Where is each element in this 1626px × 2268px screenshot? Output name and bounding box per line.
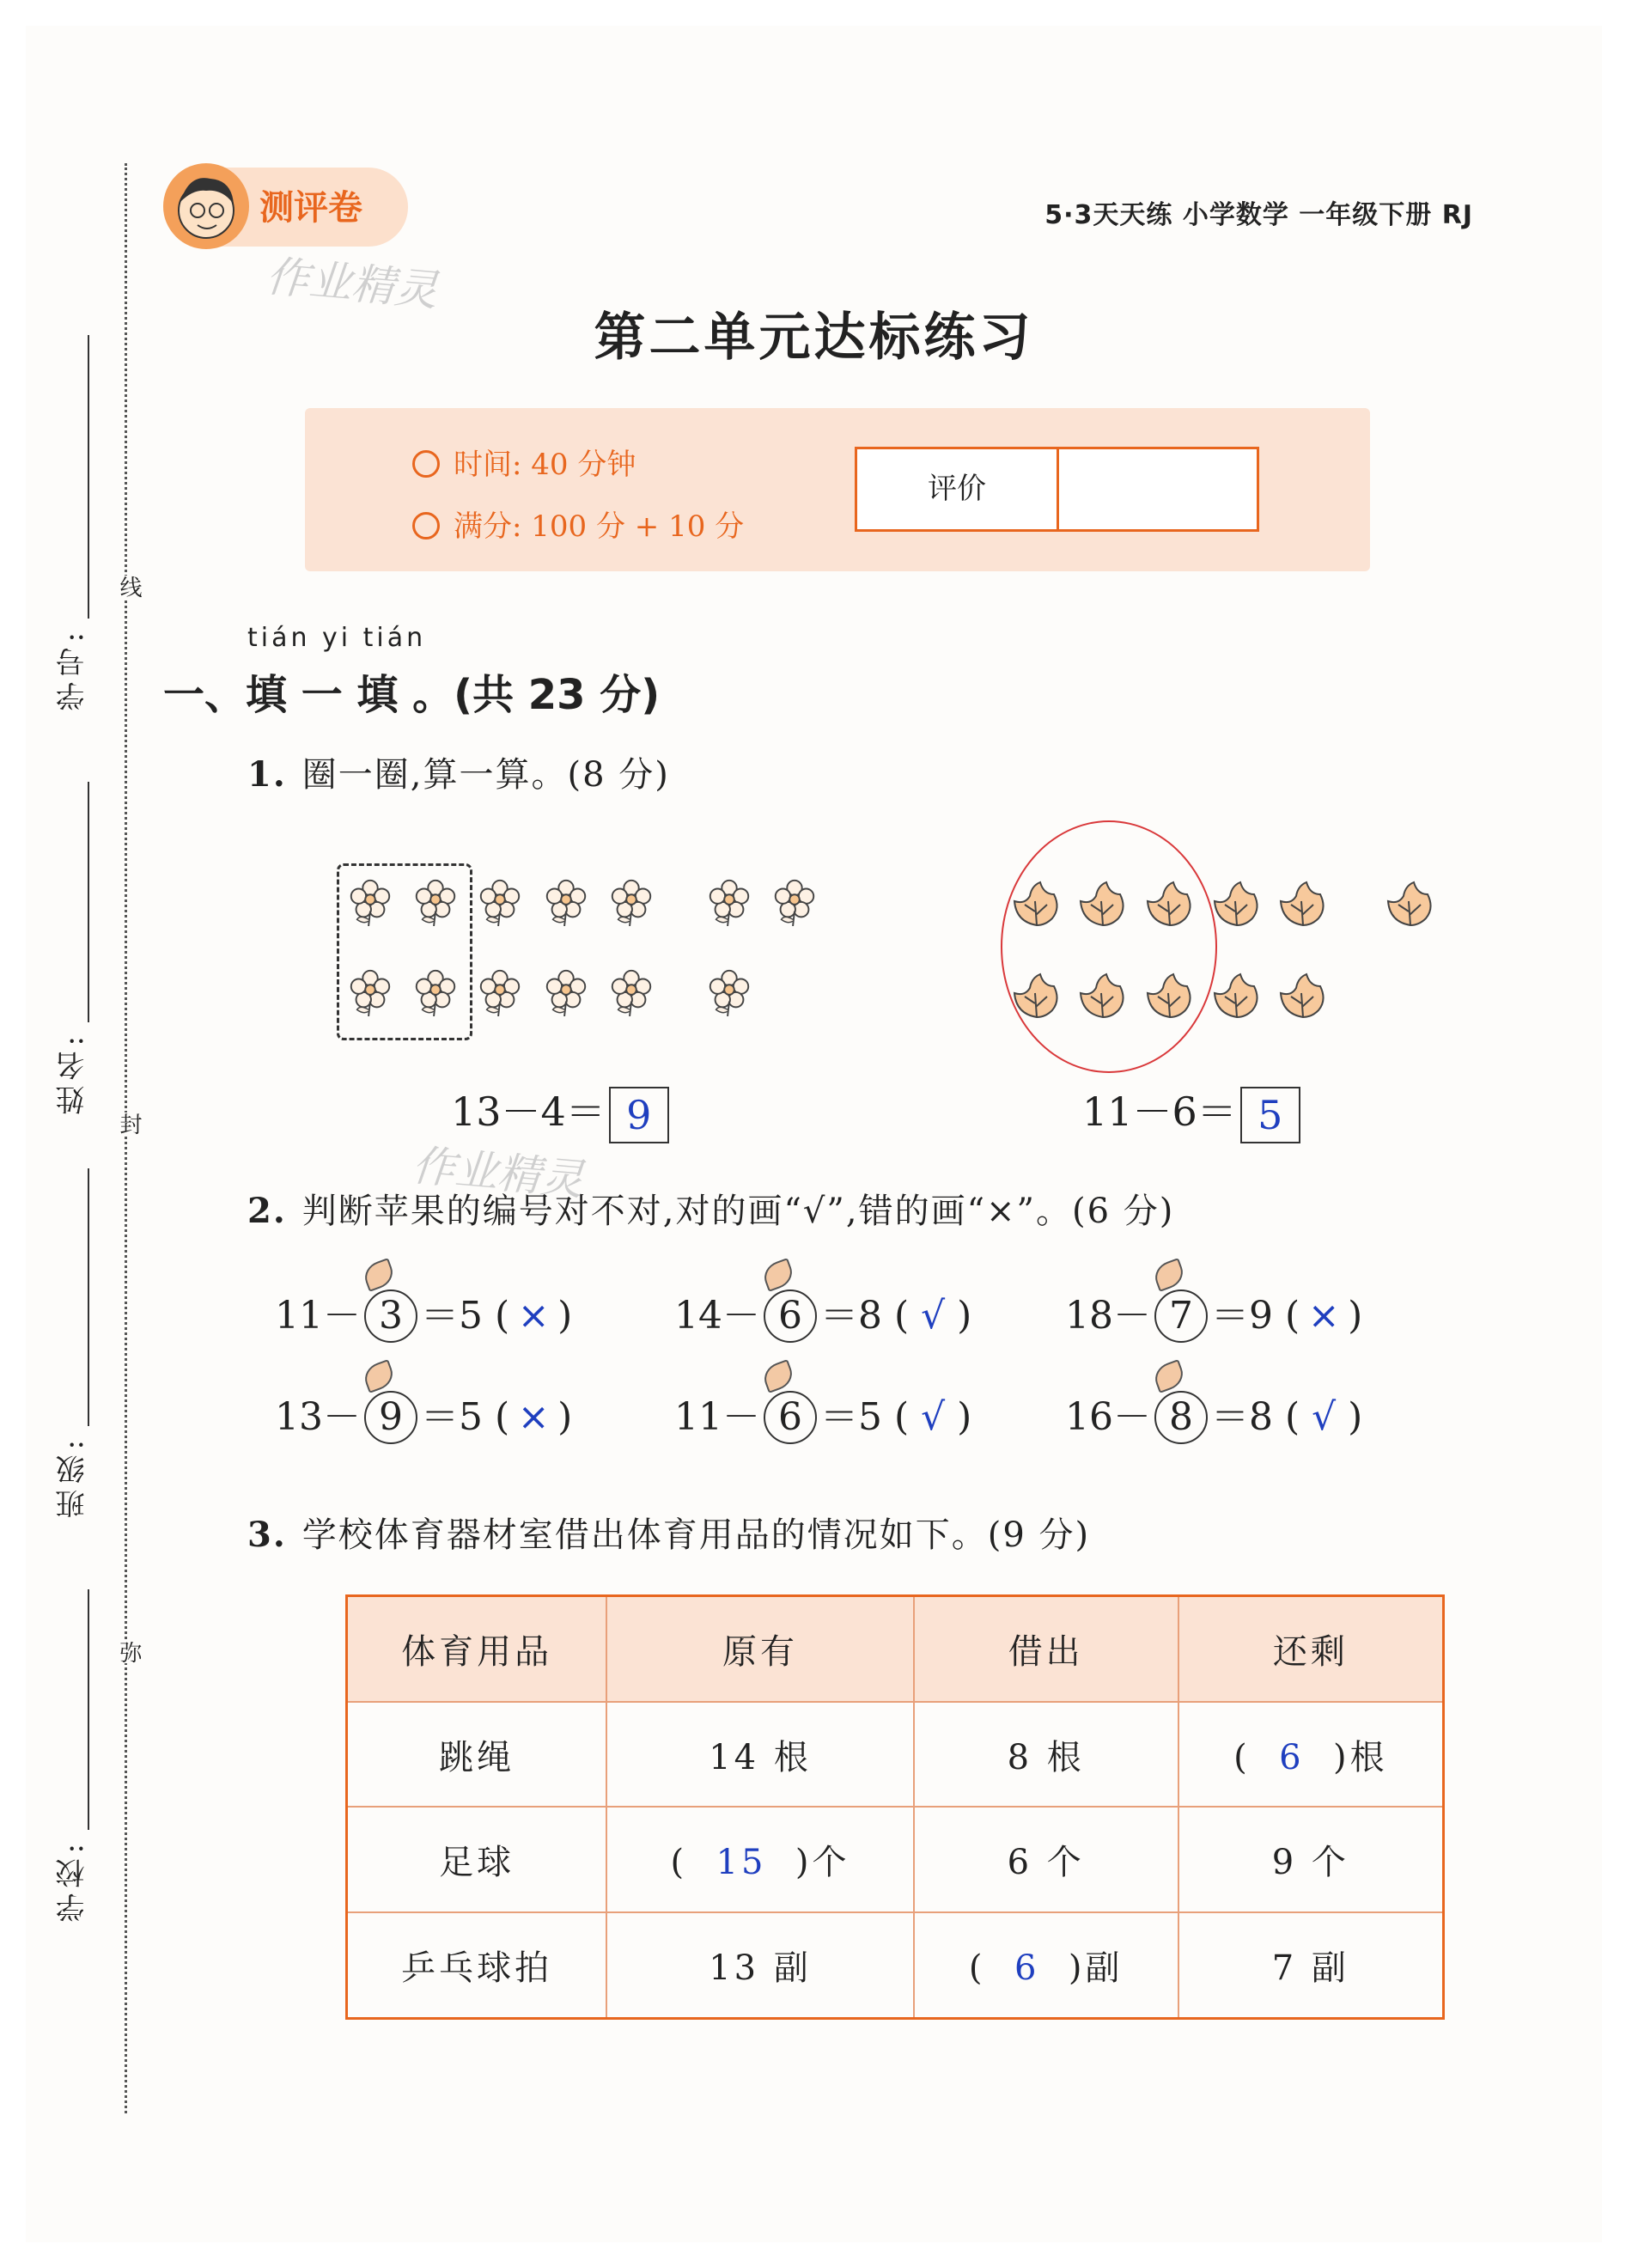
question-1 xyxy=(247,747,670,796)
flower-icon xyxy=(606,876,656,926)
cut-word-fold: 弥 xyxy=(113,1641,145,1663)
header-cell: 体育用品 xyxy=(347,1596,607,1703)
equation-left xyxy=(451,1081,669,1143)
answer-blank[interactable]: 6 xyxy=(1279,1737,1305,1777)
cut-word-seal: 封 xyxy=(113,1113,145,1135)
apple-equation xyxy=(1065,1284,1362,1343)
result: ＝5 ( xyxy=(421,1294,510,1338)
judgment-mark[interactable]: √ xyxy=(921,1294,946,1338)
flower-icon xyxy=(770,876,819,926)
left-cell: 7 副 xyxy=(1178,1912,1444,2019)
result: ＝9 ( xyxy=(1211,1294,1300,1338)
question-number: 3. xyxy=(247,1515,287,1555)
lent-cell: 8 根 xyxy=(914,1702,1178,1807)
item-cell: 足球 xyxy=(347,1807,607,1911)
paren: ) xyxy=(957,1395,972,1439)
minuend: 18－ xyxy=(1065,1294,1151,1338)
table-row xyxy=(347,1807,1444,1911)
header-cell: 还剩 xyxy=(1178,1596,1444,1703)
minuend: 13－ xyxy=(275,1395,361,1439)
paren: ( xyxy=(1233,1737,1251,1777)
evaluation-label: 评价 xyxy=(857,449,1059,529)
item-cell: 跳绳 xyxy=(347,1702,607,1807)
unit: )副 xyxy=(1068,1948,1124,1988)
apple-equation xyxy=(674,1284,971,1343)
result: ＝5 ( xyxy=(820,1395,910,1439)
question-text: 圈一圈,算一算。(8 分) xyxy=(301,755,670,795)
judgment-mark[interactable]: × xyxy=(517,1294,550,1338)
badge-label: 测评卷 xyxy=(259,188,362,228)
leaf-icon xyxy=(1276,971,1331,1021)
result: ＝5 ( xyxy=(421,1395,510,1439)
result: ＝8 ( xyxy=(1211,1395,1300,1439)
table-header-row xyxy=(347,1596,1444,1703)
minuend: 11－ xyxy=(275,1294,361,1338)
field-underline xyxy=(88,1589,89,1830)
watermark: 作业精灵 xyxy=(264,251,440,316)
apple-number: 7 xyxy=(1154,1289,1208,1343)
header-cell: 借出 xyxy=(914,1596,1178,1703)
question-text: 学校体育器材室借出体育用品的情况如下。(9 分) xyxy=(301,1515,1091,1555)
paren: ) xyxy=(957,1294,972,1338)
paren: ( xyxy=(968,1948,986,1988)
have-cell: 13 副 xyxy=(606,1912,913,2019)
time-info xyxy=(412,441,636,483)
clock-icon xyxy=(412,450,440,478)
judgment-mark[interactable]: × xyxy=(517,1395,550,1439)
series-info: 5·3天天练 小学数学 一年级下册 RJ xyxy=(1044,200,1473,230)
apple-number: 9 xyxy=(364,1391,417,1444)
mascot-icon xyxy=(163,163,249,249)
field-underline xyxy=(88,1168,89,1426)
minuend: 14－ xyxy=(674,1294,760,1338)
result: ＝8 ( xyxy=(820,1294,910,1338)
watermark: 作业精灵 xyxy=(410,1140,586,1205)
question-number: 1. xyxy=(247,754,287,795)
question-2 xyxy=(247,1184,1174,1233)
leaf-icon xyxy=(1383,879,1438,929)
worksheet-page xyxy=(26,26,1602,2242)
lent-cell: 6 个 xyxy=(914,1807,1178,1911)
question-text: 判断苹果的编号对不对,对的画“√”,错的画“×”。(6 分) xyxy=(301,1192,1175,1231)
minuend: 11－ xyxy=(674,1395,760,1439)
page-title: 第二单元达标练习 xyxy=(594,308,1034,368)
evaluation-box xyxy=(855,447,1259,532)
have-cell: 14 根 xyxy=(606,1702,913,1807)
leaf-icon xyxy=(1209,879,1264,929)
apple-number: 6 xyxy=(764,1391,817,1444)
judgment-mark[interactable]: √ xyxy=(1312,1395,1337,1439)
flower-icon xyxy=(475,966,525,1016)
left-cell xyxy=(1178,1702,1444,1807)
flower-icon xyxy=(541,966,591,1016)
name-label: 姓名: xyxy=(56,1031,90,1115)
apple-number: 8 xyxy=(1154,1391,1208,1444)
table-row xyxy=(347,1912,1444,2019)
lent-cell xyxy=(914,1912,1178,2019)
leaf-icon xyxy=(1276,879,1331,929)
answer-blank[interactable]: 15 xyxy=(716,1843,767,1883)
item-cell: 乒乓球拍 xyxy=(347,1912,607,2019)
flower-icon xyxy=(704,876,754,926)
section-title: 一、填 一 填 。(共 23 分) xyxy=(163,671,661,719)
question-3 xyxy=(247,1508,1090,1557)
check-circle-icon xyxy=(412,512,440,540)
flower-icon xyxy=(541,876,591,926)
exam-info-box xyxy=(305,408,1370,571)
have-cell xyxy=(606,1807,913,1911)
answer-box[interactable]: 9 xyxy=(609,1087,669,1143)
field-underline xyxy=(88,782,89,1022)
paren: ) xyxy=(557,1395,573,1439)
circled-leaves xyxy=(1001,820,1217,1073)
unit: )根 xyxy=(1333,1737,1388,1777)
flower-icon xyxy=(606,966,656,1016)
paren: ) xyxy=(1348,1294,1363,1338)
apple-number: 6 xyxy=(764,1289,817,1343)
apple-equation xyxy=(1065,1386,1362,1444)
paren: ) xyxy=(1348,1395,1363,1439)
flower-icon xyxy=(704,966,754,1016)
equation-text: 11－6＝ xyxy=(1082,1088,1237,1135)
circled-flowers xyxy=(337,863,472,1040)
header-cell: 原有 xyxy=(606,1596,913,1703)
equation-text: 13－4＝ xyxy=(451,1088,606,1135)
class-label: 班级: xyxy=(56,1435,90,1519)
student-number-label: 学号: xyxy=(56,627,90,711)
section-pinyin: tián yi tián xyxy=(247,623,427,653)
paren: ( xyxy=(670,1843,688,1883)
apple-equation xyxy=(275,1284,572,1343)
unit: )个 xyxy=(795,1843,850,1883)
left-cell: 9 个 xyxy=(1178,1807,1444,1911)
table-row xyxy=(347,1702,1444,1807)
leaf-icon xyxy=(1209,971,1264,1021)
judgment-mark[interactable]: × xyxy=(1307,1294,1340,1338)
binding-dotted-line xyxy=(125,163,127,2113)
sports-equipment-table xyxy=(345,1594,1445,2020)
answer-box[interactable]: 5 xyxy=(1240,1087,1300,1143)
apple-number: 3 xyxy=(364,1289,417,1343)
cut-word-line: 线 xyxy=(113,576,145,598)
evaluation-field[interactable] xyxy=(1060,449,1257,529)
apple-equation xyxy=(674,1386,971,1444)
question-number: 2. xyxy=(247,1191,287,1231)
equation-right xyxy=(1082,1081,1300,1143)
answer-blank[interactable]: 6 xyxy=(1014,1948,1040,1988)
minuend: 16－ xyxy=(1065,1395,1151,1439)
judgment-mark[interactable]: √ xyxy=(921,1395,946,1439)
field-underline xyxy=(88,335,89,619)
time-text: 时间: 40 分钟 xyxy=(454,448,636,482)
apple-equation xyxy=(275,1386,572,1444)
school-label: 学校: xyxy=(56,1838,90,1923)
flower-icon xyxy=(475,876,525,926)
score-text: 满分: 100 分 + 10 分 xyxy=(454,509,745,544)
paren: ) xyxy=(557,1294,573,1338)
score-info xyxy=(412,503,744,545)
